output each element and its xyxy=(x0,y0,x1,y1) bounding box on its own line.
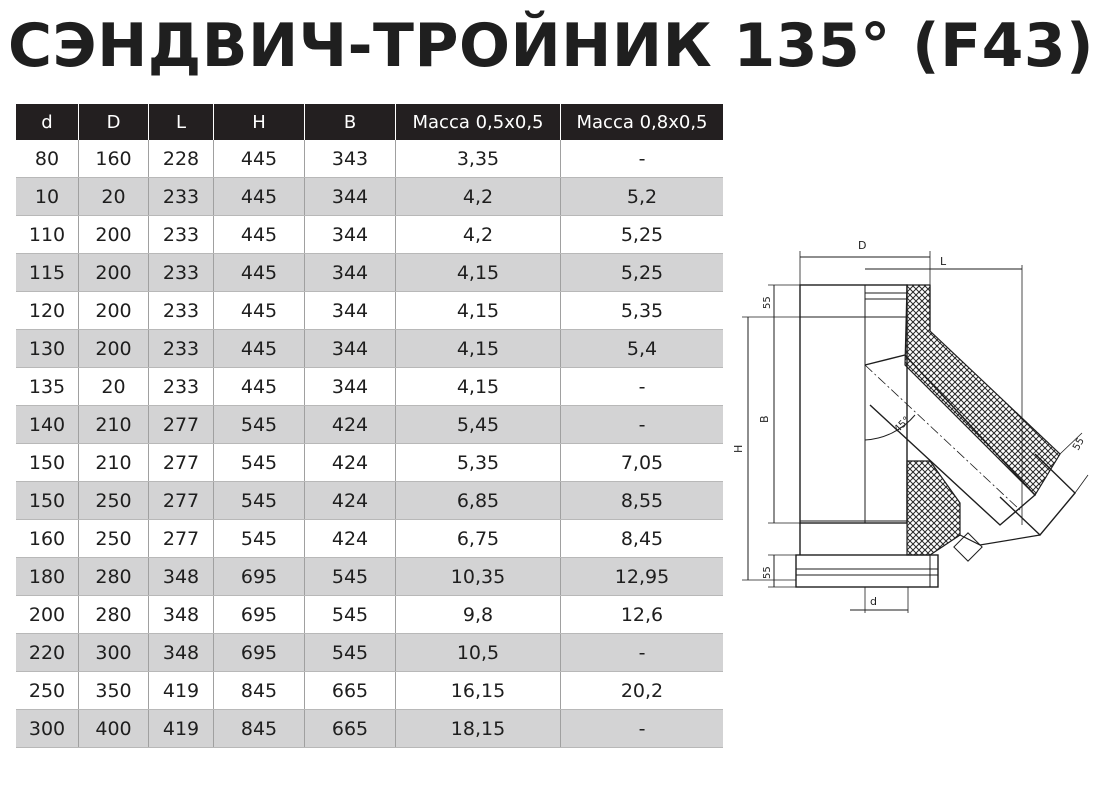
table-cell: 220 xyxy=(16,634,79,672)
table-cell: 445 xyxy=(214,216,305,254)
dim-label-top-55: 55 xyxy=(762,296,773,309)
table-row xyxy=(16,520,723,558)
table-cell: 115 xyxy=(16,254,79,292)
table-cell: 344 xyxy=(305,330,396,368)
col-header-D: D xyxy=(79,104,149,140)
table-row xyxy=(16,406,723,444)
table-cell: 424 xyxy=(305,406,396,444)
table-cell: 4,2 xyxy=(396,178,561,216)
spec-table xyxy=(16,104,723,748)
dim-label-branch-55: 55 xyxy=(1071,435,1087,453)
table-cell: 160 xyxy=(16,520,79,558)
table-cell: 845 xyxy=(214,672,305,710)
main-pipe-socket xyxy=(796,555,938,587)
table-cell: 210 xyxy=(79,406,149,444)
table-row xyxy=(16,710,723,748)
main-pipe-body xyxy=(800,285,907,523)
table-cell: 695 xyxy=(214,596,305,634)
table-row xyxy=(16,216,723,254)
table-cell: 200 xyxy=(79,330,149,368)
table-cell: 280 xyxy=(79,558,149,596)
insulation-lower xyxy=(907,461,960,555)
table-header-row xyxy=(16,104,723,140)
table-cell: 10,35 xyxy=(396,558,561,596)
table-cell: 424 xyxy=(305,444,396,482)
table-cell: 344 xyxy=(305,368,396,406)
table-cell: 343 xyxy=(305,140,396,178)
table-cell: 348 xyxy=(149,596,214,634)
table-cell: 80 xyxy=(16,140,79,178)
table-cell: 348 xyxy=(149,634,214,672)
table-cell: 200 xyxy=(79,254,149,292)
table-row xyxy=(16,292,723,330)
table-cell: 4,15 xyxy=(396,292,561,330)
table-cell: 20 xyxy=(79,178,149,216)
table-cell: - xyxy=(561,406,724,444)
table-cell: 4,15 xyxy=(396,254,561,292)
table-row xyxy=(16,330,723,368)
table-cell: 545 xyxy=(214,444,305,482)
dim-label-B: B xyxy=(758,415,771,423)
col-header-L: L xyxy=(149,104,214,140)
angle-label: 45° xyxy=(892,414,913,436)
table-cell: 250 xyxy=(16,672,79,710)
table-cell: 150 xyxy=(16,444,79,482)
table-cell: 695 xyxy=(214,634,305,672)
dim-label-L: L xyxy=(940,255,947,268)
table-cell: 233 xyxy=(149,330,214,368)
table-row xyxy=(16,634,723,672)
table-cell: 140 xyxy=(16,406,79,444)
table-cell: 233 xyxy=(149,368,214,406)
table-cell: 8,55 xyxy=(561,482,724,520)
table-cell: 6,85 xyxy=(396,482,561,520)
tee-diagram xyxy=(730,235,1090,625)
table-cell: 445 xyxy=(214,140,305,178)
table-cell: 545 xyxy=(214,482,305,520)
table-cell: 665 xyxy=(305,672,396,710)
table-cell: 845 xyxy=(214,710,305,748)
table-cell: 6,75 xyxy=(396,520,561,558)
col-header-mass-05: Масса 0,5х0,5 xyxy=(396,104,561,140)
table-cell: 110 xyxy=(16,216,79,254)
table-cell: 5,35 xyxy=(561,292,724,330)
table-cell: 200 xyxy=(16,596,79,634)
dim-label-D: D xyxy=(858,239,867,252)
table-cell: 250 xyxy=(79,482,149,520)
table-cell: 4,2 xyxy=(396,216,561,254)
table-cell: 200 xyxy=(79,292,149,330)
table-cell: 130 xyxy=(16,330,79,368)
table-row xyxy=(16,254,723,292)
table-cell: 665 xyxy=(305,710,396,748)
table-cell: 4,15 xyxy=(396,368,561,406)
col-header-d: d xyxy=(16,104,79,140)
table-cell: 5,4 xyxy=(561,330,724,368)
table-row xyxy=(16,596,723,634)
table-cell: 419 xyxy=(149,710,214,748)
table-cell: 545 xyxy=(305,634,396,672)
table-cell: 344 xyxy=(305,178,396,216)
table-row xyxy=(16,558,723,596)
table-cell: 200 xyxy=(79,216,149,254)
table-cell: 5,35 xyxy=(396,444,561,482)
table-cell: 10 xyxy=(16,178,79,216)
page-title: СЭНДВИЧ-ТРОЙНИК 135° (F43) xyxy=(8,11,1094,81)
table-cell: 344 xyxy=(305,254,396,292)
table-cell: 10,5 xyxy=(396,634,561,672)
table-cell: 18,15 xyxy=(396,710,561,748)
table-cell: 8,45 xyxy=(561,520,724,558)
table-cell: - xyxy=(561,710,724,748)
table-cell: 150 xyxy=(16,482,79,520)
table-cell: 445 xyxy=(214,254,305,292)
table-cell: 7,05 xyxy=(561,444,724,482)
table-cell: 135 xyxy=(16,368,79,406)
table-row xyxy=(16,444,723,482)
table-cell: 5,2 xyxy=(561,178,724,216)
table-cell: 545 xyxy=(305,558,396,596)
table-cell: 419 xyxy=(149,672,214,710)
table-cell: 445 xyxy=(214,292,305,330)
table-cell: 280 xyxy=(79,596,149,634)
table-cell: 277 xyxy=(149,444,214,482)
dim-label-d: d xyxy=(870,595,877,608)
table-cell: 545 xyxy=(305,596,396,634)
table-cell: 300 xyxy=(79,634,149,672)
table-cell: 344 xyxy=(305,292,396,330)
table-cell: 210 xyxy=(79,444,149,482)
table-cell: 20,2 xyxy=(561,672,724,710)
table-cell: 350 xyxy=(79,672,149,710)
table-cell: 445 xyxy=(214,178,305,216)
table-cell: 120 xyxy=(16,292,79,330)
table-row xyxy=(16,178,723,216)
table-cell: 233 xyxy=(149,178,214,216)
col-header-mass-08: Масса 0,8х0,5 xyxy=(561,104,724,140)
table-cell: 545 xyxy=(214,520,305,558)
col-header-H: H xyxy=(214,104,305,140)
table-cell: 5,45 xyxy=(396,406,561,444)
table-cell: 3,35 xyxy=(396,140,561,178)
table-cell: 4,15 xyxy=(396,330,561,368)
table-cell: 233 xyxy=(149,216,214,254)
table-row xyxy=(16,140,723,178)
table-cell: - xyxy=(561,140,724,178)
table-cell: 695 xyxy=(214,558,305,596)
table-row xyxy=(16,368,723,406)
table-cell: 277 xyxy=(149,406,214,444)
table-cell: 12,95 xyxy=(561,558,724,596)
table-cell: 160 xyxy=(79,140,149,178)
table-cell: 348 xyxy=(149,558,214,596)
table-cell: 300 xyxy=(16,710,79,748)
table-body xyxy=(16,140,723,748)
table-cell: 5,25 xyxy=(561,254,724,292)
table-cell: 233 xyxy=(149,254,214,292)
table-cell: 5,25 xyxy=(561,216,724,254)
table-cell: 445 xyxy=(214,330,305,368)
table-cell: 424 xyxy=(305,482,396,520)
table-cell: 180 xyxy=(16,558,79,596)
dim-label-H: H xyxy=(732,444,745,453)
table-cell: - xyxy=(561,634,724,672)
table-cell: 400 xyxy=(79,710,149,748)
table-cell: 545 xyxy=(214,406,305,444)
table-cell: 424 xyxy=(305,520,396,558)
table-cell: 250 xyxy=(79,520,149,558)
table-row xyxy=(16,672,723,710)
table-cell: 344 xyxy=(305,216,396,254)
table-cell: 228 xyxy=(149,140,214,178)
table-cell: 277 xyxy=(149,482,214,520)
table-cell: 20 xyxy=(79,368,149,406)
table-cell: 445 xyxy=(214,368,305,406)
table-cell: - xyxy=(561,368,724,406)
dim-label-bottom-55: 55 xyxy=(762,566,773,579)
table-cell: 277 xyxy=(149,520,214,558)
table-cell: 12,6 xyxy=(561,596,724,634)
table-row xyxy=(16,482,723,520)
table-cell: 233 xyxy=(149,292,214,330)
col-header-B: B xyxy=(305,104,396,140)
table-cell: 9,8 xyxy=(396,596,561,634)
table-cell: 16,15 xyxy=(396,672,561,710)
